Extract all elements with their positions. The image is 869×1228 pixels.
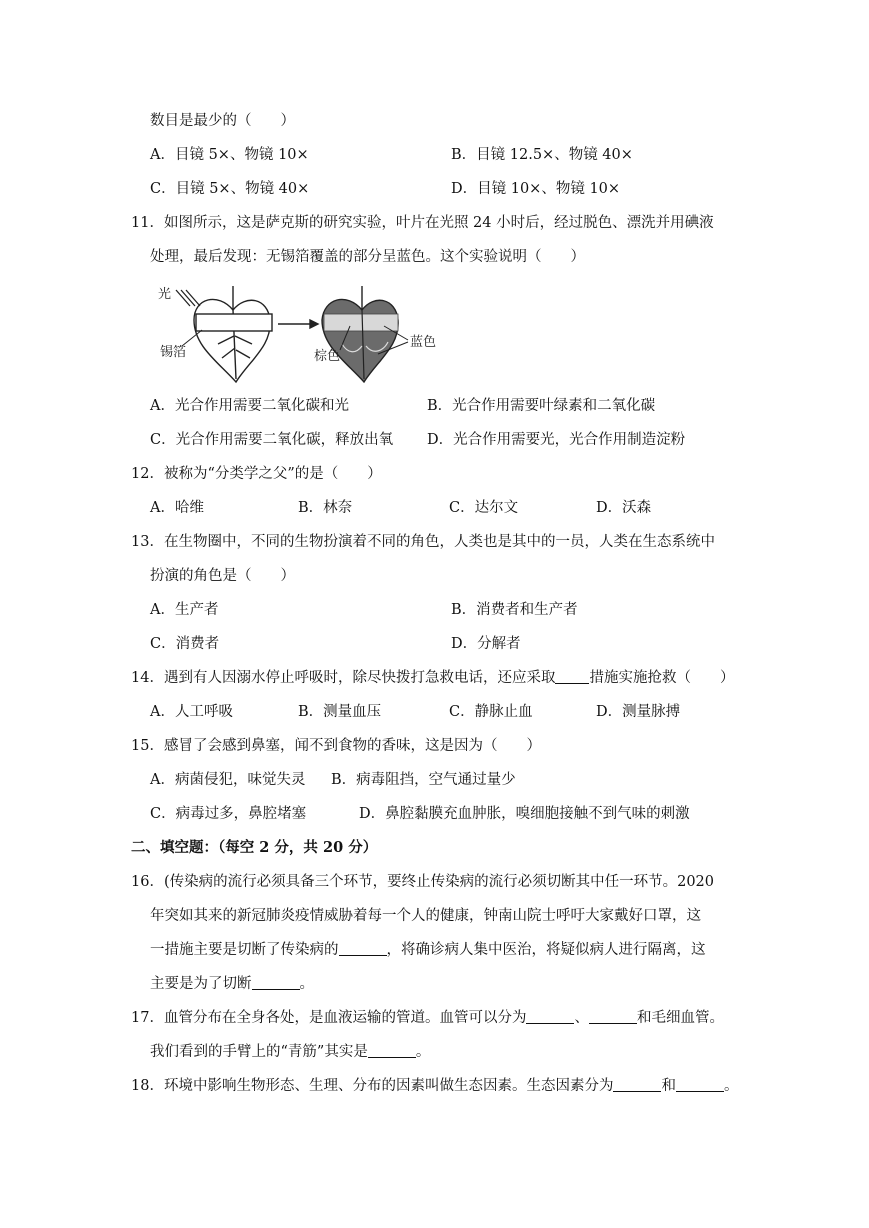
q18-blank-1: [613, 1077, 661, 1092]
q18-line: [131, 1076, 738, 1096]
q14-blank: [555, 669, 589, 684]
q17-line2: [150, 1042, 430, 1062]
figure-foil-label: 锡箔: [160, 345, 187, 360]
q15-stem: 15．感冒了会感到鼻塞，闻不到食物的香味，这是因为（ ）: [131, 738, 541, 754]
q14-stem-pre: 14．遇到有人因溺水停止呼吸时，除尽快拨打急救电话，还应采取: [131, 670, 556, 686]
section-2-title: 二、填空题：（每空 2 分，共 20 分）: [131, 839, 378, 856]
q11-stem-line2: 处理，最后发现：无锡箔覆盖的部分呈蓝色。这个实验说明（ ）: [150, 249, 585, 265]
q16-line4-post: 。: [299, 976, 314, 992]
q15-option-a: A．病菌侵犯，味觉失灵: [150, 772, 306, 788]
q11-option-c: C．光合作用需要二氧化碳，释放出氧: [150, 432, 394, 448]
q16-line3-pre: 一措施主要是切断了传染病的: [150, 942, 339, 958]
q16-line3: [150, 940, 706, 960]
q12-option-b: B．林奈: [298, 500, 353, 516]
q13-stem-line2: 扮演的角色是（ ）: [150, 568, 295, 584]
q10-stem-cont: 数目是最少的（ ）: [150, 113, 295, 129]
figure-blue-label: 蓝色: [410, 335, 437, 350]
q13-option-d: D．分解者: [451, 636, 521, 652]
q10-option-c: C．目镜 5×、物镜 40×: [150, 181, 310, 197]
q10-option-b: B．目镜 12.5×、物镜 40×: [451, 147, 633, 163]
q12-option-a: A．哈维: [150, 500, 204, 516]
q14-option-c: C．静脉止血: [449, 704, 533, 720]
q13-option-c: C．消费者: [150, 636, 220, 652]
arrow-icon: [278, 320, 318, 328]
q14-option-a: A．人工呼吸: [150, 704, 233, 720]
q10-option-a: A．目镜 5×、物镜 10×: [150, 147, 309, 163]
q17-line2-pre: 我们看到的手臂上的“青筋”其实是: [150, 1044, 368, 1060]
q11-option-a: A．光合作用需要二氧化碳和光: [150, 398, 349, 414]
q13-option-b: B．消费者和生产者: [451, 602, 578, 618]
q16-line2: 年突如其来的新冠肺炎疫情威胁着每一个人的健康，钟南山院士呼吁大家戴好口罩，这: [150, 908, 701, 924]
q14-stem-post: 措施实施抢救（ ）: [589, 670, 735, 686]
q16-line4-pre: 主要是为了切断: [150, 976, 252, 992]
q13-stem-line1: 13．在生物圈中，不同的生物扮演着不同的角色，人类也是其中的一员，人类在生态系统中: [131, 534, 715, 550]
q13-option-a: A．生产者: [150, 602, 219, 618]
q11-option-b: B．光合作用需要叶绿素和二氧化碳: [427, 398, 656, 414]
q12-stem: 12．被称为“分类学之父”的是（ ）: [131, 466, 382, 482]
q12-option-c: C．达尔文: [449, 500, 519, 516]
q18-pre: 18．环境中影响生物形态、生理、分布的因素叫做生态因素。生态因素分为: [131, 1078, 614, 1094]
q14-stem: [131, 668, 734, 688]
q17-blank-2: [589, 1009, 637, 1024]
q16-line3-post: ，将确诊病人集中医治，将疑似病人进行隔离，这: [386, 942, 706, 958]
leaf-experiment-figure: [152, 284, 452, 384]
right-leaf: [322, 286, 398, 382]
q15-option-b: B．病毒阻挡，空气通过量少: [331, 772, 516, 788]
q18-post: 。: [723, 1078, 739, 1094]
q16-blank-2: [252, 975, 300, 990]
q17-line1-pre: 17．血管分布在全身各处，是血液运输的管道。血管可以分为: [131, 1010, 527, 1026]
q12-option-d: D．沃森: [596, 500, 652, 516]
q11-stem-line1: 11．如图所示，这是萨克斯的研究实验，叶片在光照 24 小时后，经过脱色、漂洗并用碘液: [131, 215, 714, 231]
q17-line2-post: 。: [415, 1044, 431, 1060]
q15-option-c: C．病毒过多，鼻腔堵塞: [150, 806, 307, 822]
left-leaf: [194, 286, 270, 382]
q14-option-b: B．测量血压: [298, 704, 382, 720]
q16-line4: [150, 974, 314, 994]
q17-blank-3: [368, 1043, 416, 1058]
q17-line1: [131, 1008, 724, 1028]
q17-line1-mid: 、: [574, 1010, 589, 1026]
q18-mid: 和: [661, 1078, 676, 1094]
q18-blank-2: [676, 1077, 724, 1092]
q16-line1: 16．(传染病的流行必须具备三个环节，要终止传染病的流行必须切断其中任一环节。2020: [131, 874, 715, 890]
q10-option-d: D．目镜 10×、物镜 10×: [451, 181, 621, 197]
q14-option-d: D．测量脉搏: [596, 704, 681, 720]
figure-light-label: 光: [158, 287, 172, 302]
q17-blank-1: [526, 1009, 574, 1024]
foil-strip: [196, 314, 272, 331]
q17-line1-post: 和毛细血管。: [636, 1010, 724, 1026]
q16-blank-1: [339, 941, 387, 956]
q11-option-d: D．光合作用需要光，光合作用制造淀粉: [427, 432, 686, 448]
light-rays: [176, 290, 200, 306]
figure-brown-label: 棕色: [314, 349, 341, 364]
q15-option-d: D．鼻腔黏膜充血肿胀，嗅细胞接触不到气味的刺激: [359, 806, 690, 822]
